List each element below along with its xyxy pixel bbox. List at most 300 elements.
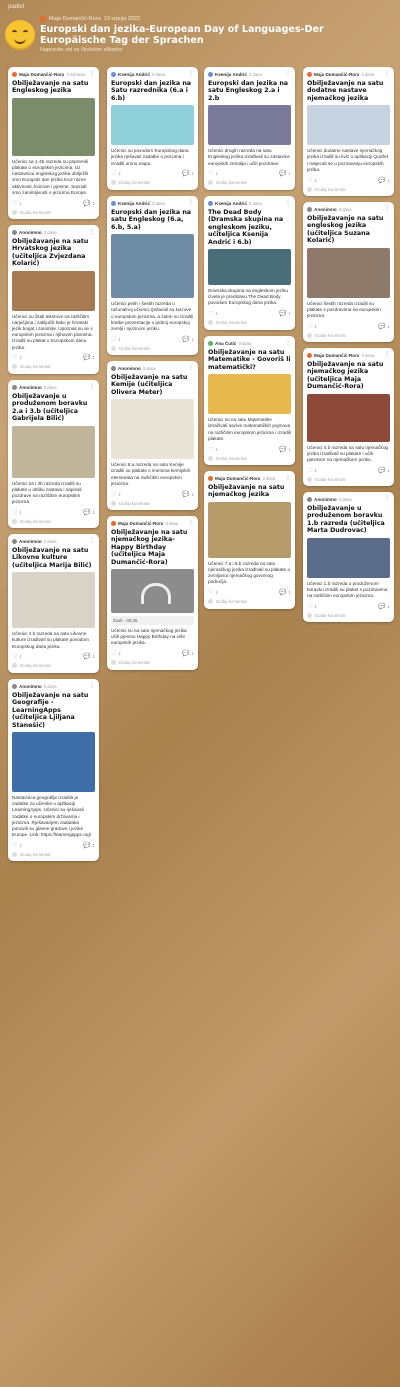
heart-icon[interactable]: ♡ — [208, 171, 214, 178]
comment-count: 1 — [387, 467, 390, 473]
post-image[interactable] — [208, 374, 291, 414]
more-options-icon[interactable]: ⋮ — [285, 71, 291, 77]
post-title: Europski dan jezika na satu Engleskog (6.a, 6.b, 5.a) — [111, 209, 192, 231]
like-count: 1 — [19, 509, 22, 515]
commenter-avatar — [307, 613, 312, 618]
post-author: Anonimno — [314, 206, 337, 212]
like-count: 1 — [118, 491, 121, 497]
author-avatar — [208, 476, 213, 481]
post-title: Obilježavanje u produženom boravku 1.b razreda (učiteljica Marta Dudrovac) — [307, 505, 385, 535]
comment-field[interactable] — [208, 454, 291, 462]
comment-field[interactable] — [208, 598, 291, 606]
more-options-icon[interactable]: ⋮ — [188, 200, 194, 206]
page-subtitle: Napravite zid sa školskim slikama — [40, 47, 123, 53]
post-body: Učenici su na satu Matematike istraživali nazive matematičkih pojmova na različitim europskim jezicima i izradili plakate. — [208, 417, 291, 441]
more-options-icon[interactable]: ⋮ — [188, 71, 194, 77]
author-avatar — [307, 497, 312, 502]
comment-count: 1 — [387, 323, 390, 329]
heart-icon[interactable]: ♡ — [307, 603, 313, 610]
like-count: 1 — [314, 467, 317, 473]
comment-placeholder: Dodaj komentar — [315, 186, 346, 192]
post-author: Anonimno — [19, 384, 42, 390]
post-header — [111, 70, 194, 78]
comment-placeholder: Dodaj komentar — [20, 364, 51, 370]
author-avatar — [12, 684, 17, 689]
comment-placeholder: Dodaj komentar — [315, 476, 346, 482]
post-reactions — [307, 322, 390, 330]
author-avatar — [111, 72, 116, 77]
comment-field[interactable] — [208, 179, 291, 187]
post-title: Obilježavanje na satu njemačkog jezika-Happy Birthday (učiteljica Maja Dumančić-Rora) — [111, 529, 188, 566]
comment-count: 1 — [92, 654, 95, 660]
post-author: Anonimno — [19, 538, 42, 544]
post-time: 3 dana — [43, 384, 57, 390]
post-image[interactable] — [208, 502, 291, 558]
post-card[interactable] — [8, 225, 99, 374]
heart-icon[interactable]: ♡ — [111, 491, 117, 498]
comment-icon[interactable]: 💬 — [279, 171, 287, 178]
comment-icon[interactable]: 💬 — [279, 446, 287, 453]
audio-attachment[interactable] — [111, 569, 194, 613]
post-author: Ana Čutić — [215, 340, 237, 346]
comment-field[interactable] — [208, 319, 291, 327]
post-author: Anonimno — [118, 365, 141, 371]
like-count: 1 — [215, 311, 218, 317]
author-avatar — [208, 341, 213, 346]
post-reactions — [208, 589, 291, 597]
post-title: Obilježavanje na satu Engleskog jezika — [12, 80, 89, 95]
more-options-icon[interactable]: ⋮ — [384, 352, 390, 358]
comment-count: 1 — [92, 842, 95, 848]
heart-icon[interactable]: ♡ — [307, 323, 313, 330]
heart-icon[interactable]: ♡ — [12, 509, 18, 516]
comment-icon[interactable]: 💬 — [279, 311, 287, 318]
author-avatar — [111, 521, 116, 526]
post-image[interactable] — [111, 105, 194, 145]
post-reactions — [111, 490, 194, 498]
commenter-avatar — [111, 501, 116, 506]
comment-field[interactable] — [12, 363, 95, 371]
post-time: 3 dana — [43, 538, 57, 544]
commenter-avatar — [111, 346, 116, 351]
comment-placeholder: Dodaj komentar — [216, 180, 247, 186]
comment-placeholder: Dodaj komentar — [20, 209, 51, 215]
more-options-icon[interactable]: ⋮ — [89, 384, 95, 390]
post-card[interactable] — [107, 196, 198, 355]
post-time: 3 dana — [249, 200, 262, 206]
post-body: Učenici su povodom Europskog dana jezika rješavali zadatke o jezicima i izradili umnu mapu. — [111, 148, 189, 166]
post-time: 3 dana — [43, 683, 57, 689]
more-options-icon[interactable]: ⋮ — [285, 200, 291, 206]
comment-icon[interactable]: 💬 — [83, 842, 91, 849]
comment-count: 1 — [387, 603, 390, 609]
post-time: 3 dana — [249, 71, 262, 77]
comment-field[interactable] — [111, 344, 194, 352]
post-title: Obilježavanje na satu njemačkog jezika — [208, 484, 285, 499]
post-time: 3 dana — [361, 352, 375, 358]
comment-field[interactable] — [111, 659, 194, 667]
heart-icon[interactable]: ♡ — [12, 200, 18, 207]
post-title: Obilježavanje na satu engleskog jezika (učiteljica Suzana Kolarić) — [307, 215, 384, 245]
post-reactions — [208, 310, 291, 318]
post-author: Maja Dumančić-Rora — [314, 71, 360, 77]
post-author: Maja Dumančić-Rora — [118, 520, 164, 526]
comment-field[interactable] — [12, 517, 95, 525]
like-count: 1 — [118, 171, 121, 177]
post-image[interactable] — [12, 572, 95, 628]
post-title: Obilježavanje na satu dodatne nastave njemačkog jezika — [307, 80, 384, 102]
commenter-avatar — [208, 320, 213, 325]
post-header — [111, 364, 194, 372]
commenter-avatar — [307, 477, 312, 482]
post-header — [208, 70, 291, 78]
post-title: The Dead Body (Dramska skupina na engleskom jeziku, učiteljica Ksenija Andrić i 6.b) — [208, 209, 284, 246]
more-options-icon[interactable]: ⋮ — [384, 206, 390, 212]
post-header — [111, 519, 194, 527]
post-time: 3 dana — [43, 229, 57, 235]
commenter-avatar — [111, 660, 116, 665]
post-header — [12, 383, 95, 391]
post-body: Učenici petih i šestih razreda u računalnoj učionici rješavali su kvizove o europskim jezicima, a zatim su izradili kratke prezentacije o jednoj europskoj zemlji i njezinom jeziku. — [111, 301, 194, 332]
post-time: 3 dana — [361, 71, 375, 77]
post-reactions — [12, 354, 95, 362]
post-body: Učenici 4.b razreda na satu njemačkog jezika izrađivali su plakate i učili pjesmice na njemačkom jeziku. — [307, 444, 389, 463]
comment-field[interactable] — [307, 185, 390, 193]
comment-count: 1 — [92, 355, 95, 361]
commenter-avatar — [208, 599, 213, 604]
post-time: 3 dana — [262, 475, 276, 481]
author-avatar — [12, 230, 17, 235]
post-author: Anonimno — [314, 496, 337, 502]
comment-count: 1 — [387, 177, 390, 183]
post-title: Obilježavanje na satu Likovne kulture (učiteljica Marija Bilić) — [12, 547, 92, 569]
like-count: 1 — [215, 590, 218, 596]
post-reactions — [111, 170, 194, 178]
comment-field[interactable] — [111, 499, 194, 507]
post-body: Učenici 7.a i 8.b razreda na satu njemačkog jezika izrađivali su plakate o zemljama njemačkog govornog područja. — [208, 560, 291, 585]
author-avatar — [111, 366, 116, 371]
post-reactions — [12, 653, 95, 661]
more-options-icon[interactable]: ⋮ — [285, 340, 291, 346]
comment-icon[interactable]: 💬 — [83, 654, 91, 661]
post-time: 3 dana — [152, 71, 165, 77]
heart-icon[interactable]: ♡ — [208, 311, 214, 318]
commenter-avatar — [12, 210, 17, 215]
more-options-icon[interactable]: ⋮ — [285, 475, 291, 481]
post-header — [208, 474, 291, 482]
post-title: Obilježavanje na satu Matematike - Govoriš li matematički? — [208, 349, 291, 371]
post-card[interactable] — [107, 67, 198, 190]
comment-placeholder: Dodaj komentar — [119, 500, 150, 506]
post-header — [12, 682, 95, 690]
post-reactions — [307, 176, 390, 184]
comment-icon[interactable]: 💬 — [182, 336, 190, 343]
post-image[interactable] — [307, 105, 390, 145]
comment-icon[interactable]: 💬 — [182, 651, 190, 658]
comment-field[interactable] — [111, 179, 194, 187]
post-image[interactable] — [307, 538, 390, 578]
post-author: Anonimno — [19, 683, 42, 689]
comment-field[interactable] — [12, 662, 95, 670]
post-title: Obilježavanje na satu Kemije (učiteljica Olivera Meter) — [111, 374, 188, 396]
post-time: 3 mjeseca — [66, 71, 86, 77]
post-author: Ksenija Andrić — [118, 71, 150, 77]
comment-count: 1 — [191, 171, 194, 177]
more-options-icon[interactable]: ⋮ — [384, 71, 390, 77]
comment-placeholder: Dodaj komentar — [119, 345, 150, 351]
comment-icon[interactable]: 💬 — [378, 467, 386, 474]
author-avatar — [111, 201, 116, 206]
post-body: Dramska skupina na engleskom jeziku izvela je predstavu The Dead Body povodom Europskog dana jezika. — [208, 288, 288, 306]
post-reactions — [12, 199, 95, 207]
comment-count: 1 — [92, 509, 95, 515]
comment-icon[interactable]: 💬 — [83, 200, 91, 207]
post-title: Europski dan jezika na satu Engleskog 2.a i 2.b — [208, 80, 289, 102]
commenter-avatar — [307, 333, 312, 338]
post-header — [111, 199, 194, 207]
author-avatar — [40, 16, 46, 22]
post-body: Učenici su na satu njemačkog jezika učili pjesmu Happy Birthday na više europskih jezika. — [111, 628, 187, 646]
commenter-avatar — [12, 663, 17, 668]
comment-icon[interactable]: 💬 — [83, 509, 91, 516]
post-header — [307, 205, 390, 213]
comment-count: 1 — [191, 336, 194, 342]
post-body: Učenici 1.b razreda u produženom boravku izradili su plakat s pozdravima na različitim europskim jezicima. — [307, 580, 388, 599]
comment-field[interactable] — [307, 611, 390, 619]
post-time: 3 dana — [338, 496, 352, 502]
post-reactions — [12, 841, 95, 849]
post-body: Učenici 2a i 3b razreda izradili su plakate u obliku zastava i napisali pozdrave na različitim europskim jezicima. — [12, 480, 82, 505]
post-reactions — [12, 508, 95, 516]
post-reactions — [208, 170, 291, 178]
post-header — [307, 70, 390, 78]
post-author: Ksenija Andrić — [118, 200, 150, 206]
post-image[interactable] — [307, 394, 390, 442]
post-time: 3 dana — [152, 200, 165, 206]
post-card[interactable] — [204, 196, 295, 330]
post-body: Učenici 8.a razreda na satu Kemije izradili su plakate s imenima kemijskih elemenata na različitim europskim jezicima. — [111, 462, 191, 486]
heart-icon[interactable]: ♡ — [111, 651, 117, 658]
more-options-icon[interactable]: ⋮ — [384, 496, 390, 502]
comment-field[interactable] — [12, 208, 95, 216]
post-card[interactable] — [204, 67, 295, 190]
heart-icon[interactable]: ♡ — [307, 177, 313, 184]
smiley-icon — [5, 20, 35, 50]
post-header — [12, 537, 95, 545]
post-header — [208, 199, 291, 207]
post-card[interactable] — [303, 492, 394, 622]
heart-icon[interactable]: ♡ — [12, 355, 18, 362]
comment-field[interactable] — [307, 331, 390, 339]
post-reactions — [307, 466, 390, 474]
post-header — [307, 495, 390, 503]
author-avatar — [12, 539, 17, 544]
comment-icon[interactable]: 💬 — [279, 590, 287, 597]
post-body: Učenici dodatne nastave njemačkog jezika izradili su kviz u aplikaciji Quizlet i natjecali se u poznavanju europskih jezika. — [307, 148, 389, 172]
attachment-label[interactable]: Zvuk - 00:35 — [111, 616, 194, 625]
post-image[interactable] — [12, 271, 95, 311]
top-bar — [0, 0, 400, 14]
post-author: Maja Dumančić-Rora — [314, 352, 360, 358]
comment-icon[interactable]: 💬 — [182, 491, 190, 498]
post-title: Obilježavanje na satu njemačkog jezika (učiteljica Maja Dumančić-Rora) — [307, 361, 384, 391]
post-card[interactable] — [303, 67, 394, 196]
like-count: 1 — [215, 446, 218, 452]
more-options-icon[interactable]: ⋮ — [89, 71, 95, 77]
like-count: 1 — [118, 336, 121, 342]
post-card[interactable] — [303, 348, 394, 486]
post-time: 3 dana — [238, 340, 252, 346]
commenter-avatar — [12, 364, 17, 369]
comment-placeholder: Dodaj komentar — [119, 660, 150, 666]
author-avatar — [307, 353, 312, 358]
header-meta — [40, 16, 390, 22]
post-reactions — [111, 335, 194, 343]
comment-count: 1 — [288, 171, 291, 177]
more-options-icon[interactable]: ⋮ — [89, 229, 95, 235]
post-image[interactable] — [111, 399, 194, 459]
post-card[interactable] — [8, 380, 99, 528]
post-image[interactable] — [307, 248, 390, 298]
post-image[interactable] — [12, 98, 95, 156]
comment-count: 1 — [92, 200, 95, 206]
commenter-avatar — [12, 519, 17, 524]
heart-icon[interactable]: ♡ — [307, 467, 313, 474]
post-author: Maja Dumančić-Rora — [215, 475, 261, 481]
like-count: 1 — [118, 651, 121, 657]
comment-icon[interactable]: 💬 — [83, 355, 91, 362]
post-title: Obilježavanje na satu Hrvatskog jezika (učiteljica Zvjezdana Kolarić) — [12, 238, 89, 268]
comment-placeholder: Dodaj komentar — [119, 180, 150, 186]
like-count: 1 — [314, 603, 317, 609]
comment-count: 1 — [288, 311, 291, 317]
post-title: Europski dan jezika na Satu razrednika (6.a i 6.b) — [111, 80, 192, 102]
commenter-avatar — [208, 180, 213, 185]
comment-placeholder: Dodaj komentar — [216, 455, 247, 461]
like-count: 1 — [19, 654, 22, 660]
comment-field[interactable] — [12, 850, 95, 858]
more-options-icon[interactable]: ⋮ — [188, 520, 194, 526]
post-card[interactable] — [107, 361, 198, 510]
like-count: 1 — [19, 355, 22, 361]
heart-icon[interactable]: ♡ — [12, 842, 18, 849]
commenter-avatar — [12, 852, 17, 857]
author-avatar — [208, 72, 213, 77]
post-reactions — [307, 602, 390, 610]
post-image[interactable] — [208, 249, 291, 285]
post-card[interactable] — [204, 471, 295, 609]
comment-placeholder: Dodaj komentar — [20, 663, 51, 669]
comment-icon[interactable]: 💬 — [378, 177, 386, 184]
comment-placeholder: Dodaj komentar — [20, 851, 51, 857]
post-card[interactable] — [8, 679, 99, 861]
post-body: Učenici drugih razreda na satu Engleskog jezika izrađivali su zastavice europskih zemalja i učili pozdrave. — [208, 148, 290, 166]
post-image[interactable] — [12, 426, 95, 478]
comment-placeholder: Dodaj komentar — [315, 332, 346, 338]
comment-icon[interactable]: 💬 — [182, 171, 190, 178]
page-title: Europski dan jezika-European Day of Languages-Der Europäische Tag der Sprachen — [40, 24, 324, 46]
more-options-icon[interactable]: ⋮ — [89, 538, 95, 544]
comment-placeholder: Dodaj komentar — [315, 612, 346, 618]
post-card[interactable] — [8, 67, 99, 219]
header-time: 13 srpnja 2022. — [103, 16, 142, 22]
heart-icon[interactable]: ♡ — [111, 171, 117, 178]
post-body: Učenici su čitali tekstove na različitim narječjima i zaključili kako je hrvatski jezik bogat i zanimljiv. Upoznali su se s europskim jezicima i njihovim pismima. Izradili su plakat o Europskom danu jezika. — [12, 313, 93, 350]
post-title: Obilježavanje u produženom boravku 2.a i 3.b (učiteljica Gabrijela Bilić) — [12, 393, 88, 423]
post-time: 3 dana — [165, 520, 179, 526]
heart-icon[interactable]: ♡ — [12, 654, 18, 661]
comment-field[interactable] — [307, 475, 390, 483]
comment-icon[interactable]: 💬 — [378, 323, 386, 330]
commenter-avatar — [208, 456, 213, 461]
app-label: padlet — [8, 4, 25, 10]
header-author: Maja Dumančić-Rora — [49, 16, 101, 22]
author-avatar — [12, 385, 17, 390]
author-avatar — [208, 201, 213, 206]
commenter-avatar — [307, 187, 312, 192]
post-header — [307, 351, 390, 359]
heart-icon[interactable]: ♡ — [208, 590, 214, 597]
post-body: Učenici šestih razreda izradili su plakate s pozdravima na europskim jezicima. — [307, 300, 381, 319]
like-count: 1 — [19, 842, 22, 848]
author-avatar — [12, 72, 17, 77]
comment-count: 1 — [288, 590, 291, 596]
more-options-icon[interactable]: ⋮ — [188, 365, 194, 371]
post-image[interactable] — [12, 732, 95, 792]
author-avatar — [307, 207, 312, 212]
post-image[interactable] — [208, 105, 291, 145]
post-author: Anonimno — [19, 229, 42, 235]
like-count: 1 — [314, 177, 317, 183]
post-author: Maja Dumančić-Rora — [19, 71, 65, 77]
post-time: 3 dana — [142, 365, 156, 371]
like-count: 1 — [19, 200, 22, 206]
like-count: 1 — [314, 323, 317, 329]
padlet-header — [5, 14, 395, 64]
post-title: Obilježavanje na satu Geografije - LearningApps (učiteljica Ljiljana Stanešić) — [12, 692, 89, 729]
author-avatar — [307, 72, 312, 77]
post-header — [12, 70, 95, 78]
heart-icon[interactable]: ♡ — [111, 336, 117, 343]
comment-count: 1 — [288, 446, 291, 452]
post-card[interactable] — [107, 516, 198, 670]
post-card[interactable] — [8, 534, 99, 673]
post-body: Učenici sa 1-4b razreda su pripremili plakate o europskim jezicima. Uz nastavnicu engleskog jezika obilježili smo Europski dan jezika kroz razne aktivnosti, kvizove i pjesme. Saznali smo zanimljivosti o jezicima Europe. — [12, 158, 89, 195]
post-author: Ksenija Andrić — [215, 71, 247, 77]
like-count: 1 — [215, 171, 218, 177]
comment-count: 1 — [191, 651, 194, 657]
post-header — [12, 228, 95, 236]
post-card[interactable] — [303, 202, 394, 342]
post-image[interactable] — [111, 234, 194, 298]
post-author: Ksenija Andrić — [215, 200, 247, 206]
comment-count: 1 — [191, 491, 194, 497]
post-body: Učenici 4 b razreda na satu Likovne kulture izrađivali su plakate povodom Europskog dana jezika. — [12, 631, 89, 649]
more-options-icon[interactable]: ⋮ — [89, 683, 95, 689]
post-time: 3 dana — [338, 206, 352, 212]
comment-icon[interactable]: 💬 — [378, 603, 386, 610]
post-header — [208, 339, 291, 347]
commenter-avatar — [111, 180, 116, 185]
post-reactions — [111, 650, 194, 658]
comment-placeholder: Dodaj komentar — [20, 518, 51, 524]
comment-placeholder: Dodaj komentar — [216, 599, 247, 605]
comment-placeholder: Dodaj komentar — [216, 320, 247, 326]
post-reactions — [208, 445, 291, 453]
post-body: Nastavnica geografije izradila je zadatke za učenike u aplikaciji LearningApps. Učenici su rješavali zadatke o europskim državama i jezicima. Rješavanjem zadataka ponovili su glavne gradove i jezike Europe. Link: https://learningapps.org/ — [12, 795, 92, 838]
heart-icon[interactable]: ♡ — [208, 446, 214, 453]
post-card[interactable] — [204, 336, 295, 465]
